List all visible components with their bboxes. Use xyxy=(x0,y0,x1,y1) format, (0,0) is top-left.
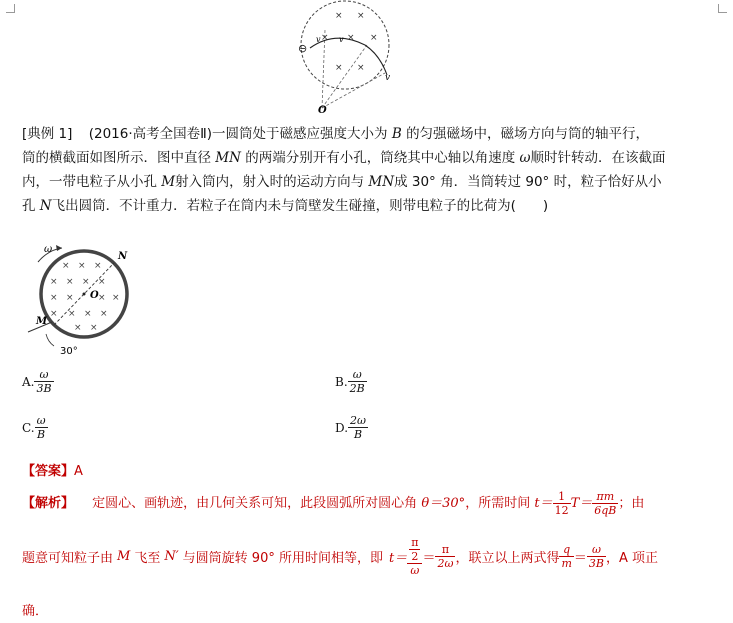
label-v-left: v xyxy=(316,35,321,44)
option-letter: C. xyxy=(22,420,35,435)
field-cross: × xyxy=(347,33,355,43)
question-segment: 筒的横截面如图所示．图中直径 xyxy=(22,150,211,166)
option-b[interactable] xyxy=(335,368,367,395)
field-cross: × xyxy=(98,277,106,287)
analysis-text: 题意可知粒子由 xyxy=(22,551,114,566)
analysis-text: 飞至 xyxy=(134,551,161,566)
question-segment: 飞出圆筒．不计重力．若粒子在筒内未与筒壁发生碰撞，则带电粒子的比荷为( ) xyxy=(51,198,549,214)
figure-top-trajectory xyxy=(295,0,405,115)
field-cross: × xyxy=(335,11,343,21)
fraction-pi-over-2omega xyxy=(435,543,455,570)
fraction-denominator: 6qB xyxy=(594,504,617,517)
option-fraction xyxy=(35,414,48,441)
fraction-denominator: 2 xyxy=(411,550,419,563)
angle-arc xyxy=(46,334,54,346)
label-O: O xyxy=(318,105,327,115)
label-M: M xyxy=(36,316,48,327)
option-fraction xyxy=(34,368,53,395)
label-omega: ω xyxy=(44,244,53,255)
fraction-numerator: π xyxy=(411,536,419,549)
field-cross: × xyxy=(78,261,86,271)
field-cross: × xyxy=(50,277,58,287)
question-segment: 内，一带电粒子从小孔 xyxy=(22,174,157,190)
fraction-denominator: m xyxy=(561,557,572,570)
fraction-denominator: B xyxy=(353,428,363,441)
label-v-right: v xyxy=(385,73,391,83)
field-cross: × xyxy=(68,309,76,319)
variable-omega: ω xyxy=(519,150,531,166)
fraction-numerator: ω xyxy=(36,414,46,427)
label-angle: 30° xyxy=(60,346,78,357)
fraction-omega-over-3B xyxy=(587,543,606,570)
equals-sign: ＝ xyxy=(422,551,436,566)
field-cross: × xyxy=(66,277,74,287)
question-segment: 的匀强磁场中，磁场方向与筒的轴平行， xyxy=(406,126,650,142)
variable-N-prime: N′ xyxy=(164,549,179,564)
fraction-numerator: 1 xyxy=(553,490,571,504)
fraction-numerator: ω xyxy=(34,368,53,382)
rotation-arrowhead-icon xyxy=(56,245,62,251)
equals-sign: ＝ xyxy=(573,551,587,566)
radius-line xyxy=(322,73,385,108)
nested-fraction xyxy=(409,536,420,563)
option-fraction xyxy=(348,368,367,395)
question-prefix: [典例 1] xyxy=(22,126,73,142)
fraction-denominator: ω xyxy=(410,564,420,577)
analysis-t: t＝ xyxy=(388,551,408,566)
fraction-denominator: 2B xyxy=(349,382,365,395)
analysis-line-3 xyxy=(22,600,48,619)
field-cross: × xyxy=(82,277,90,287)
label-O: O xyxy=(90,290,99,301)
field-cross: × xyxy=(50,309,58,319)
variable-MN: MN xyxy=(368,174,395,190)
analysis-T: T＝ xyxy=(570,496,593,511)
variable-M: M xyxy=(161,174,176,190)
question-line-3 xyxy=(22,170,712,194)
option-a[interactable] xyxy=(22,368,54,395)
question-line-1 xyxy=(22,122,712,146)
question-line-4 xyxy=(22,194,712,218)
option-letter: D. xyxy=(335,420,349,435)
fraction-pi-m xyxy=(592,490,618,517)
answer-line xyxy=(22,460,83,479)
fraction-q-over-m xyxy=(559,543,573,570)
fraction-numerator: ω xyxy=(587,543,606,557)
variable-MN: MN xyxy=(215,150,241,166)
answer-label: 【答案】 xyxy=(22,464,75,479)
field-cross: × xyxy=(321,33,329,43)
field-cross: × xyxy=(335,63,343,73)
field-cross: × xyxy=(370,33,378,43)
option-c[interactable] xyxy=(22,414,48,441)
field-cross: × xyxy=(90,323,98,333)
negative-charge-icon: ⊖ xyxy=(298,42,308,55)
fraction-numerator: π xyxy=(435,543,455,557)
figure-cylinder xyxy=(18,240,148,360)
corner-mark-top-left xyxy=(6,4,15,13)
question-segment: 一圆筒处于磁感应强度大小为 xyxy=(212,126,388,142)
analysis-text: ，A 项正 xyxy=(606,551,659,566)
field-cross: × xyxy=(74,323,82,333)
option-fraction xyxy=(348,414,368,441)
radius-line xyxy=(322,45,367,108)
fraction-numerator: πm xyxy=(592,490,618,504)
variable-B: B xyxy=(391,126,402,142)
field-cross: × xyxy=(357,11,365,21)
question-segment: 顺时针转动．在该截面 xyxy=(530,150,666,166)
analysis-t: t＝ xyxy=(534,496,553,511)
label-N: N xyxy=(118,251,128,262)
fraction-denominator: 3B xyxy=(36,382,52,395)
answer-value: A xyxy=(74,464,83,479)
field-cross: × xyxy=(84,309,92,319)
option-letter: A. xyxy=(22,374,35,389)
analysis-line-2 xyxy=(22,536,722,577)
analysis-line-1 xyxy=(22,490,712,517)
fraction-denominator: 2ω xyxy=(437,557,454,570)
variable-N: N xyxy=(39,198,52,214)
fraction-denominator: B xyxy=(37,428,46,441)
question-segment: 成 30° 角．当筒转过 90° 时，粒子恰好从小 xyxy=(394,174,662,190)
fraction-numerator: ω xyxy=(348,368,367,382)
fraction-denominator: 3B xyxy=(588,557,604,570)
question-text xyxy=(22,122,712,218)
question-source: (2016·高考全国卷Ⅱ) xyxy=(88,126,213,142)
fraction-numerator: 2ω xyxy=(350,414,366,427)
analysis-text: 与圆筒旋转 90° 所用时间相等，即 xyxy=(182,551,383,566)
fraction-denominator: 12 xyxy=(554,504,569,517)
question-segment: 射入筒内，射入时的运动方向与 xyxy=(175,174,365,190)
field-cross: × xyxy=(50,293,58,303)
option-d[interactable] xyxy=(335,414,368,441)
question-line-2 xyxy=(22,146,712,170)
field-cross: × xyxy=(100,309,108,319)
corner-mark-top-right xyxy=(718,4,727,13)
fraction-numerator: q xyxy=(559,543,573,557)
field-cross: × xyxy=(112,293,120,303)
variable-M: M xyxy=(117,549,131,564)
fraction-numerator xyxy=(407,536,422,564)
option-letter: B. xyxy=(335,374,348,389)
question-segment: 孔 xyxy=(22,198,36,214)
fraction-pi-over-2-over-omega xyxy=(407,536,422,577)
analysis-label: 【解析】 xyxy=(22,496,75,511)
analysis-text: 确． xyxy=(22,604,49,619)
fraction-one-twelfth xyxy=(553,490,571,517)
field-cross: × xyxy=(357,63,365,73)
label-v-mid: v xyxy=(339,35,344,44)
analysis-theta: θ＝30° xyxy=(421,496,466,511)
field-cross: × xyxy=(98,293,106,303)
analysis-text: ，所需时间 xyxy=(465,496,531,511)
analysis-text: ，联立以上两式得 xyxy=(455,551,560,566)
analysis-text: 定圆心、画轨迹，由几何关系可知，此段圆弧所对圆心角 xyxy=(92,496,418,511)
analysis-text: ；由 xyxy=(618,496,645,511)
particle-path xyxy=(310,38,387,75)
center-dot xyxy=(83,293,86,296)
field-cross: × xyxy=(66,293,74,303)
field-cross: × xyxy=(62,261,70,271)
field-cross: × xyxy=(94,261,102,271)
question-segment: 的两端分别开有小孔，筒绕其中心轴以角速度 xyxy=(245,150,516,166)
